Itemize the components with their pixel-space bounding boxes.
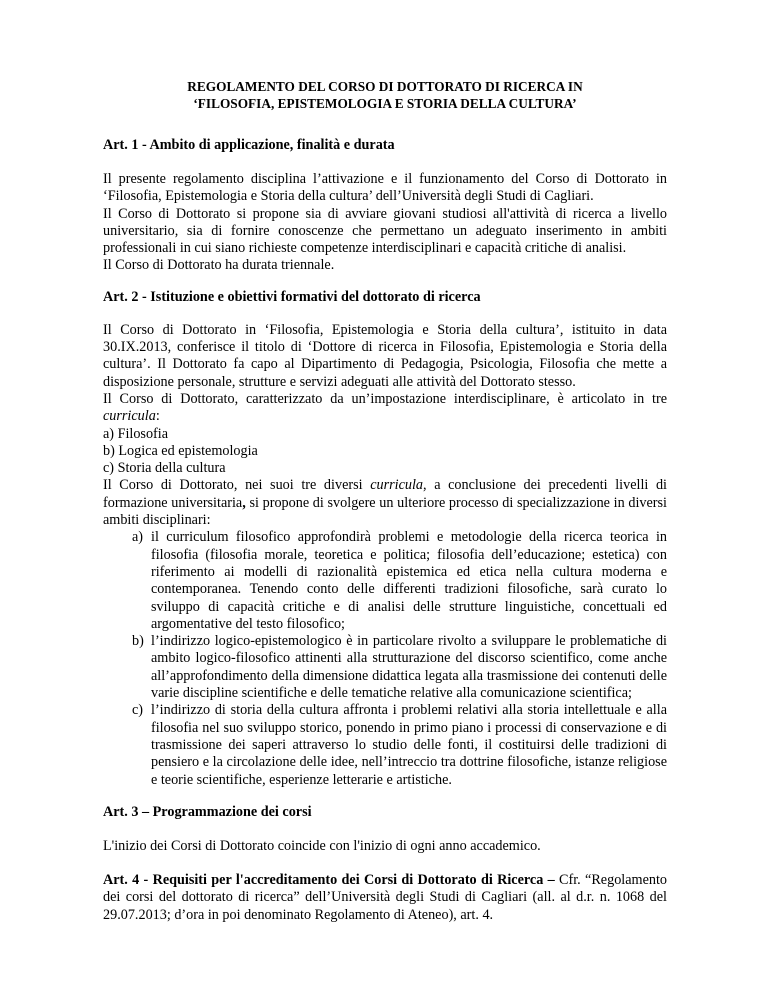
article-2 <box>103 288 667 789</box>
article-2-paragraph-3: Il Corso di Dottorato, nei suoi tre diversi curricula, a conclusione dei precedenti livelli di formazione universitaria, si propone di svolgere un ulteriore processo di specializzazione in diversi ambiti disciplinari: <box>103 477 667 529</box>
specialization-list <box>103 529 667 788</box>
title-line-1: REGOLAMENTO DEL CORSO DI DOTTORATO DI RICERCA IN <box>187 79 583 94</box>
document-page <box>103 78 667 924</box>
list-marker: c) <box>132 702 144 719</box>
article-1-paragraph-3: Il Corso di Dottorato ha durata triennale. <box>103 257 335 274</box>
list-item: a) il curriculum filosofico approfondirà problemi e metodologie della ricerca teorica in filosofia (filosofia morale, teoretica e politica; filosofia dell’educazione; estetica) con riferimento ai modelli di razionalità epistemica ed etica nella cultura moderna e contemporanea. Tenendo conto delle differenti tradizioni filosofiche, sarà curato lo sviluppo di capacità critiche e di analisi delle strutture linguistiche, concettuali ed argomentative del testo filosofico; <box>132 529 667 632</box>
article-3-paragraph-1: L'inizio dei Corsi di Dottorato coincide con l'inizio di ogni anno accademico. <box>103 837 541 854</box>
title-line-2: ‘FILOSOFIA, EPISTEMOLOGIA E STORIA DELLA CULTURA’ <box>193 96 577 111</box>
curriculum-item: a) Filosofia <box>103 425 169 442</box>
article-3-heading: Art. 3 – Programmazione dei corsi <box>103 803 312 820</box>
curriculum-item: b) Logica ed epistemologia <box>103 442 258 459</box>
article-4 <box>103 872 667 924</box>
article-2-heading: Art. 2 - Istituzione e obiettivi formativi del dottorato di ricerca <box>103 288 481 305</box>
list-item: b) l’indirizzo logico-epistemologico è in particolare rivolto a sviluppare le problematiche di ambito logico-filosofico attinenti alla strutturazione del discorso scientifico, come anche all’approfondimento della dimensione didattica legata alla trasmissione dei contenuti delle varie discipline scientifiche e delle tematiche relative alla comunicazione scientifica; <box>132 633 667 702</box>
article-2-paragraph-1: Il Corso di Dottorato in ‘Filosofia, Epistemologia e Storia della cultura’, istituito in data 30.IX.2013, conferisce il titolo di ‘Dottore di ricerca in Filosofia, Epistemologia e Storia della cultura’. Il Dottorato fa capo al Dipartimento di Pedagogia, Psicologia, Filosofia che mette a disposizione personale, strutture e servizi adeguati alle attività del Dottorato stesso. <box>103 321 667 390</box>
list-marker: a) <box>132 529 144 546</box>
list-item: c) l’indirizzo di storia della cultura affronta i problemi relativi alla storia intellettuale e alla filosofia nel suo sviluppo storico, ponendo in primo piano i processi di conservazione e di trasmissione dei saperi attraverso lo studio delle fonti, il costituirsi delle tradizioni di pensiero e la circolazione delle idee, nell’intreccio tra dottrine filosofiche, istanze religiose e teorie scientifiche, esperienze letterarie e artistiche. <box>132 702 667 788</box>
article-4-paragraph: Art. 4 - Requisiti per l'accreditamento dei Corsi di Dottorato di Ricerca – Cfr. “Regolamento dei corsi del dottorato di ricerca” dell’Università degli Studi di Cagliari (all. al d.r. n. 1068 del 29.07.2013; d’ora in poi denominato Regolamento di Ateneo), art. 4. <box>103 872 667 923</box>
article-4-heading: Art. 4 - Requisiti per l'accreditamento dei Corsi di Dottorato di Ricerca – <box>103 872 555 889</box>
curriculum-item: c) Storia della cultura <box>103 460 226 477</box>
document-title <box>103 78 667 112</box>
article-1-heading: Art. 1 - Ambito di applicazione, finalità e durata <box>103 137 395 153</box>
article-2-paragraph-2: Il Corso di Dottorato, caratterizzato da un’impostazione interdisciplinare, è articolato in tre curricula: <box>103 390 667 425</box>
list-marker: b) <box>132 633 144 650</box>
article-3 <box>103 803 667 855</box>
article-1-paragraph-2: Il Corso di Dottorato si propone sia di avviare giovani studiosi all'attività di ricerca a livello universitario, sia di fornire conoscenze che permettano un adeguato inserimento in ambiti professionali in cui siano richieste competenze interdisciplinari e capacità critiche di analisi. <box>103 205 667 257</box>
article-1 <box>103 136 667 275</box>
article-1-paragraph-1: Il presente regolamento disciplina l’attivazione e il funzionamento del Corso di Dottorato in ‘Filosofia, Epistemologia e Storia della cultura’ dell’Università degli Studi di Cagliari. <box>103 171 667 205</box>
